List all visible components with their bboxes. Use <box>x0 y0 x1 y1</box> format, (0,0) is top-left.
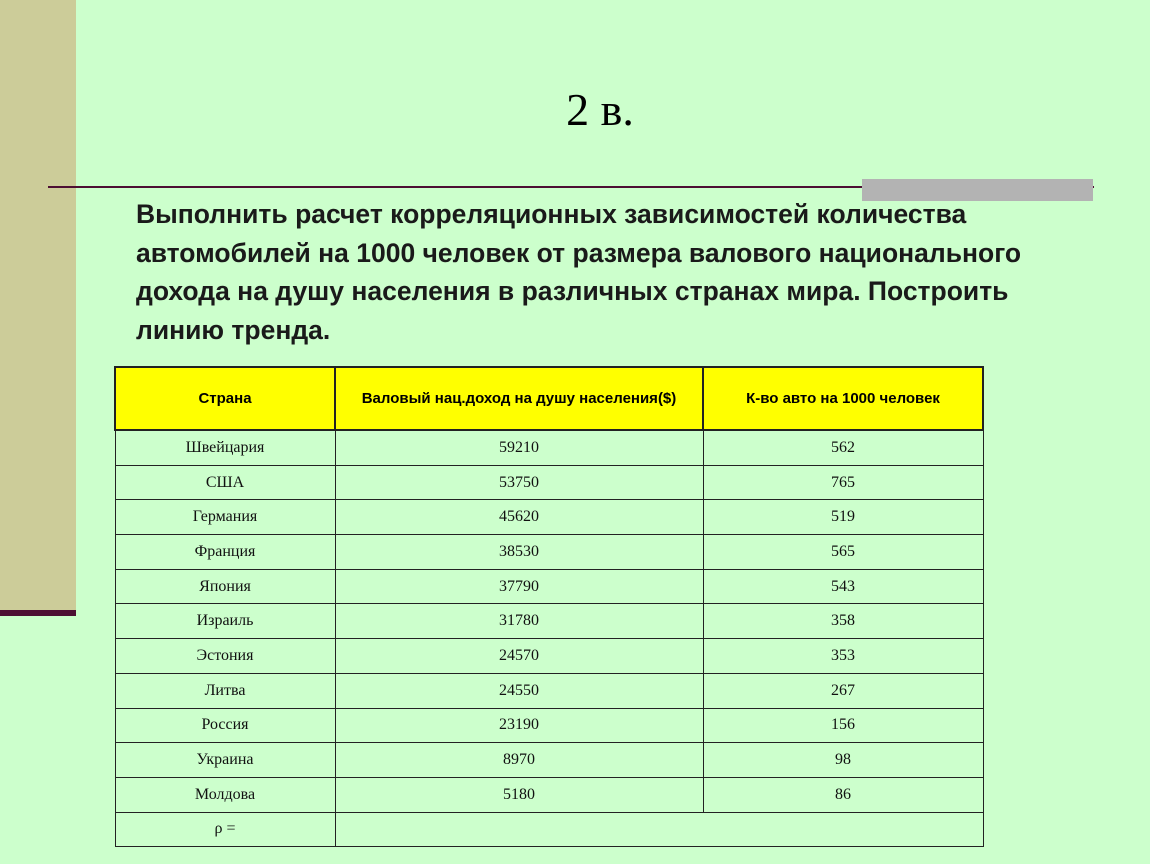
cell-cars: 543 <box>703 569 983 604</box>
table-row <box>115 569 983 604</box>
cell-country: Израиль <box>115 604 335 639</box>
data-table <box>114 366 984 847</box>
cell-income: 5180 <box>335 777 703 812</box>
correlation-label: ρ = <box>115 812 335 847</box>
cell-cars: 358 <box>703 604 983 639</box>
cell-country: США <box>115 465 335 500</box>
cell-country: Япония <box>115 569 335 604</box>
table-row <box>115 673 983 708</box>
cell-country: Украина <box>115 743 335 778</box>
cell-cars: 98 <box>703 743 983 778</box>
table-row <box>115 708 983 743</box>
cell-income: 8970 <box>335 743 703 778</box>
left-band-underline <box>0 610 76 616</box>
table-row <box>115 604 983 639</box>
header-country: Страна <box>115 367 335 430</box>
cell-country: Россия <box>115 708 335 743</box>
table-footer-row <box>115 812 983 847</box>
table-row <box>115 639 983 674</box>
table-row <box>115 500 983 535</box>
cell-country: Литва <box>115 673 335 708</box>
table-row <box>115 777 983 812</box>
table-row <box>115 535 983 570</box>
cell-income: 23190 <box>335 708 703 743</box>
cell-country: Эстония <box>115 639 335 674</box>
table-header-row <box>115 367 983 430</box>
table-row <box>115 430 983 465</box>
header-income: Валовый нац.доход на душу населения($) <box>335 367 703 430</box>
cell-income: 24550 <box>335 673 703 708</box>
table-body <box>115 430 983 812</box>
cell-country: Франция <box>115 535 335 570</box>
cell-income: 53750 <box>335 465 703 500</box>
cell-income: 45620 <box>335 500 703 535</box>
cell-cars: 565 <box>703 535 983 570</box>
table-row <box>115 465 983 500</box>
cell-country: Германия <box>115 500 335 535</box>
cell-country: Швейцария <box>115 430 335 465</box>
cell-income: 24570 <box>335 639 703 674</box>
task-text: Выполнить расчет корреляционных зависимостей количества автомобилей на 1000 человек от размера валового национального дохода на душу населения в различных странах мира. Построить линию тренда. <box>136 199 1022 345</box>
cell-cars: 156 <box>703 708 983 743</box>
cell-income: 38530 <box>335 535 703 570</box>
cell-country: Молдова <box>115 777 335 812</box>
cell-cars: 562 <box>703 430 983 465</box>
header-cars: К-во авто на 1000 человек <box>703 367 983 430</box>
table-row <box>115 743 983 778</box>
cell-income: 37790 <box>335 569 703 604</box>
correlation-value <box>335 812 983 847</box>
cell-cars: 519 <box>703 500 983 535</box>
cell-income: 59210 <box>335 430 703 465</box>
slide-title: 2 в. <box>566 84 634 135</box>
cell-cars: 86 <box>703 777 983 812</box>
cell-cars: 353 <box>703 639 983 674</box>
cell-cars: 765 <box>703 465 983 500</box>
cell-cars: 267 <box>703 673 983 708</box>
cell-income: 31780 <box>335 604 703 639</box>
